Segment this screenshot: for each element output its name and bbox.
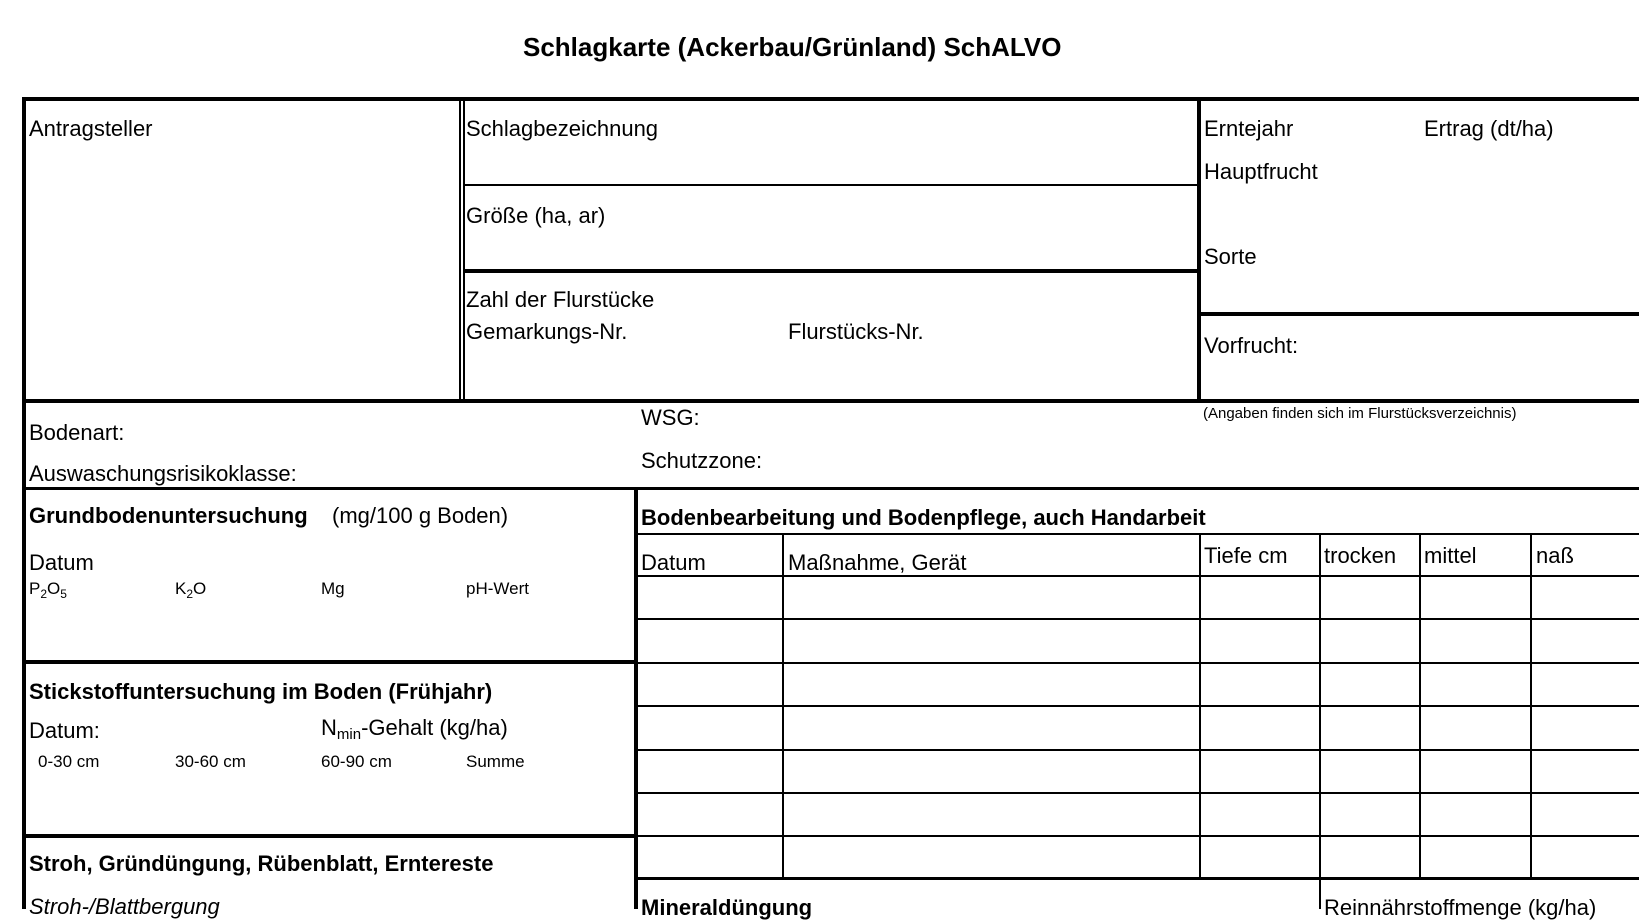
auswaschung-label: Auswaschungsrisikoklasse: xyxy=(29,461,297,486)
col-datum: Datum xyxy=(641,550,706,575)
bearbeitung-col-line xyxy=(1199,533,1201,880)
ph-label: pH-Wert xyxy=(466,579,529,598)
bodenart-label: Bodenart: xyxy=(29,420,125,445)
vorfrucht-label: Vorfrucht: xyxy=(1204,333,1299,358)
bearbeitung-col-line xyxy=(1319,533,1321,909)
bearbeitung-row-line xyxy=(636,662,1639,664)
main-column-divider xyxy=(634,487,638,909)
wsg-label: WSG: xyxy=(641,405,700,430)
bearbeitung-col-line xyxy=(782,533,784,880)
stroh-title: Stroh, Gründüngung, Rübenblatt, Erntereste xyxy=(29,851,494,876)
col-mittel: mittel xyxy=(1424,543,1477,568)
p2o5-label: $P_2O_5$ xyxy=(29,579,67,601)
nmin-label: $N_{min}$-Gehalt (kg/ha) xyxy=(321,715,508,743)
hauptfrucht-label: Hauptfrucht xyxy=(1204,159,1318,184)
schlagbezeichnung-label: Schlagbezeichnung xyxy=(466,116,659,141)
col-nass: naß xyxy=(1536,543,1574,568)
antragsteller-divider-a xyxy=(459,97,461,402)
sorte-divider xyxy=(1197,312,1639,316)
depth-summe: Summe xyxy=(466,752,525,771)
stroh-line: Stroh-/Blattbergung xyxy=(29,894,220,919)
flurstuecks-nr-label: Flurstücks-Nr. xyxy=(788,319,924,344)
mineral-title: Mineraldüngung xyxy=(641,895,813,920)
bearbeitung-bottom-line xyxy=(636,877,1639,880)
erntejahr-label: Erntejahr xyxy=(1204,116,1294,141)
groesse-divider xyxy=(463,269,1199,273)
bearbeitung-row-line xyxy=(636,749,1639,751)
col-massnahme: Maßnahme, Gerät xyxy=(788,550,967,575)
bearbeitung-row-line xyxy=(636,575,1639,577)
angaben-note: (Angaben finden sich im Flurstücksverzeichnis) xyxy=(1203,405,1517,422)
erntejahr-divider xyxy=(1197,97,1201,402)
bearbeitung-col-line xyxy=(1530,533,1532,880)
schutzzone-bottom-line xyxy=(22,487,1639,490)
col-trocken: trocken xyxy=(1324,543,1397,568)
gemarkungs-nr-label: Gemarkungs-Nr. xyxy=(466,319,628,344)
zahl-flurstuecke-label: Zahl der Flurstücke xyxy=(466,287,655,312)
sorte-label: Sorte xyxy=(1204,244,1257,269)
bearbeitung-row-line xyxy=(636,835,1639,837)
depth-0-30: 0-30 cm xyxy=(38,752,100,771)
bearbeitung-row-line xyxy=(636,792,1639,794)
k2o-label: $K_2O$ xyxy=(175,579,207,601)
stickstoff-datum: Datum: xyxy=(29,718,100,743)
grund-unit: (mg/100 g Boden) xyxy=(332,503,509,528)
antragsteller-label: Antragsteller xyxy=(29,116,153,141)
grund-title: Grundbodenuntersuchung xyxy=(29,503,308,528)
stickstoff-title: Stickstoffuntersuchung im Boden (Frühjahr) xyxy=(29,679,493,704)
bearbeitung-title: Bodenbearbeitung und Bodenpflege, auch Handarbeit xyxy=(641,505,1206,530)
groesse-label: Größe (ha, ar) xyxy=(466,203,606,228)
frame-left-line xyxy=(22,97,26,909)
col-tiefe: Tiefe cm xyxy=(1204,543,1288,568)
stickstoff-bottom-line xyxy=(22,834,638,838)
frame-top-line xyxy=(22,97,1639,101)
bearbeitung-row-line xyxy=(636,705,1639,707)
header-bottom-line xyxy=(22,399,1639,403)
ertrag-label: Ertrag (dt/ha) xyxy=(1424,116,1554,141)
mg-label: Mg xyxy=(321,579,345,598)
reinnaehrstoff-label: Reinnährstoffmenge (kg/ha) xyxy=(1324,895,1597,920)
grund-datum: Datum xyxy=(29,550,94,575)
antragsteller-divider-b xyxy=(463,97,465,402)
page-title: Schlagkarte (Ackerbau/Grünland) SchALVO xyxy=(523,32,1062,62)
bearbeitung-row-line xyxy=(636,618,1639,620)
depth-30-60: 30-60 cm xyxy=(175,752,246,771)
grund-bottom-line xyxy=(22,660,638,664)
bearbeitung-header-top xyxy=(636,533,1639,535)
schlag-divider xyxy=(463,184,1199,186)
bearbeitung-col-line xyxy=(1419,533,1421,880)
depth-60-90: 60-90 cm xyxy=(321,752,392,771)
schutzzone-label: Schutzzone: xyxy=(641,448,763,473)
